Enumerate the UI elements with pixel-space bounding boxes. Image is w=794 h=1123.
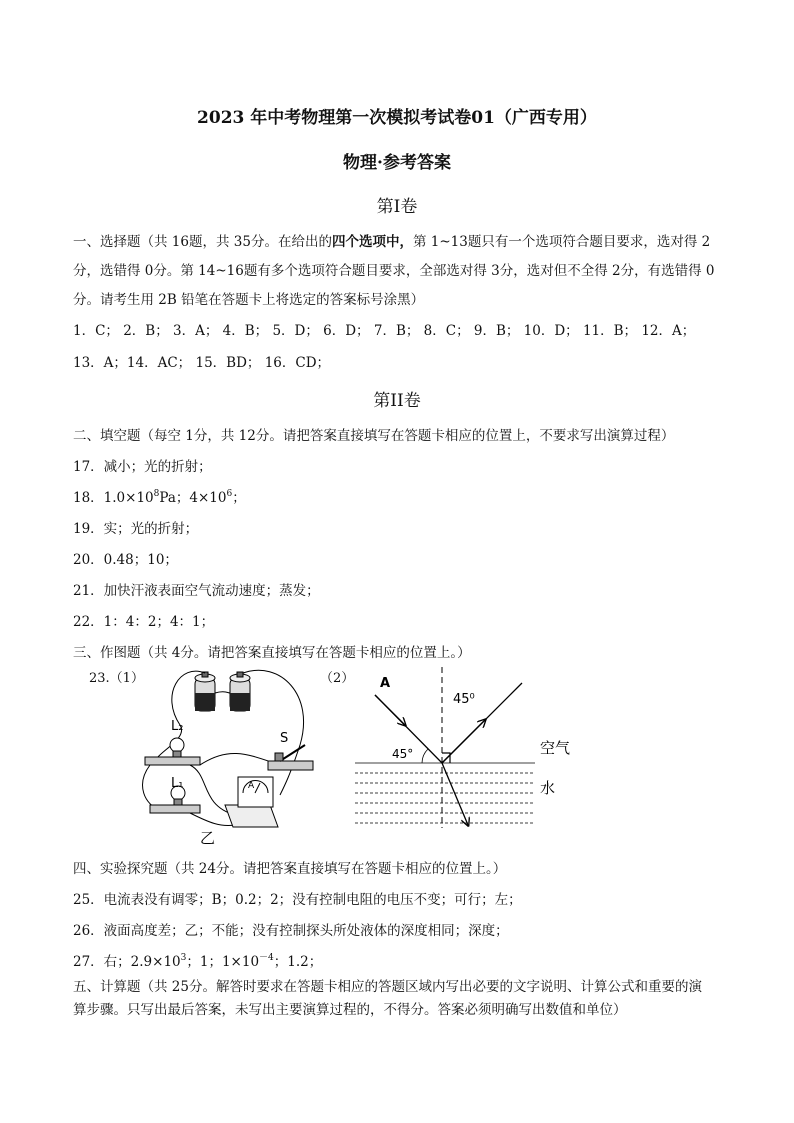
incident-arrow (375, 695, 405, 725)
air-label: 空气 (540, 739, 571, 757)
angle-left-label: 45° (392, 747, 414, 761)
circuit-caption: 乙 (200, 829, 216, 847)
section-3-heading: 三、作图题（共 4分。请把答案直接填写在答题卡相应的位置上。） (73, 645, 471, 661)
page-title: 2023 年中考物理第一次模拟考试卷01（广西专用） (197, 108, 597, 128)
answer-20: 20．0.48；10； (73, 552, 178, 568)
answer-18 (73, 486, 246, 506)
water-label: 水 (540, 779, 556, 797)
answer-26: 26．液面高度差；乙；不能；没有控制探头所处液体的深度相同；深度； (73, 923, 509, 939)
section-1-heading (73, 230, 710, 250)
section-1-answers-2: 13．A；14．AC； 15．BD； 16．CD； (73, 355, 331, 371)
refracted-ray (442, 763, 468, 825)
section-1-heading-suffix: 第 1~13题只有一个选项符合题目要求，选对得 2 (412, 234, 711, 250)
section-2-heading: 二、填空题（每空 1分，共 12分。请把答案直接填写在答题卡相应的位置上，不要求写出演算过程） (73, 428, 675, 444)
answer-27 (73, 950, 322, 970)
circuit-diagram (140, 665, 330, 850)
section-5-heading-line-1: 五、计算题（共 25分。解答时要求在答题卡相应的答题区域内写出必要的文字说明、计算公式和重要的演 (73, 979, 702, 995)
lamp-l1-label: L₁ (171, 776, 184, 791)
section-1-answers-1: 1．C； 2．B； 3．A； 4．B； 5．D； 6．D； 7．B； 8．C； 9．B； 10．D； 11．B； 12．A； (73, 323, 696, 339)
volume-2-heading: 第II卷 (373, 391, 421, 411)
answer-27-suffix: ；1.2； (273, 954, 323, 970)
circuit-wires (143, 670, 304, 825)
answer-17: 17．减小；光的折射； (73, 459, 212, 475)
section-1-heading-bold: 四个选项中， (331, 234, 413, 250)
q23-part2-label: （2） (320, 671, 355, 686)
section-5-heading-line-2: 算步骤。只写出最后答案，未写出主要演算过程的，不得分。答案必须明确写出数值和单位） (73, 1002, 627, 1018)
ray-a-label: A (380, 676, 391, 691)
answer-27-mid: ；1；1×10 (186, 954, 260, 970)
lamp-l2-icon (145, 738, 200, 765)
answer-18-exp2: 6 (226, 489, 233, 499)
section-4-heading: 四、实验探究题（共 24分。请把答案直接填写在答题卡相应的位置上。） (73, 861, 507, 877)
switch-label: S (280, 731, 289, 746)
section-1-line-3: 分。请考生用 2B 铅笔在答题卡上将选定的答案标号涂黑） (73, 292, 425, 308)
answer-18-exp1: 8 (153, 489, 160, 499)
switch-icon (268, 745, 313, 770)
water-surface-lines (355, 763, 535, 823)
reflected-arrow (442, 720, 485, 763)
volume-1-heading: 第Ⅰ卷 (376, 197, 418, 217)
optics-diagram (350, 665, 590, 830)
answer-18-suffix: ； (232, 490, 246, 506)
answer-27-exp2: －4 (259, 953, 274, 963)
angle-top-label: 45⁰ (453, 692, 475, 707)
answer-19: 19．实；光的折射； (73, 521, 199, 537)
page-subtitle: 物理·参考答案 (343, 153, 451, 173)
answer-18-prefix: 18．1.0×10 (73, 490, 154, 506)
answer-18-mid: Pa；4×10 (159, 490, 227, 506)
q23-part1-label: 23.（1） (89, 671, 144, 686)
answer-21: 21．加快汗液表面空气流动速度；蒸发； (73, 583, 320, 599)
section-1-heading-prefix: 一、选择题（共 16题，共 35分。在给出的 (73, 234, 332, 250)
answer-27-prefix: 27．右；2.9×10 (73, 954, 181, 970)
ammeter-label: A (248, 781, 255, 791)
answer-22: 22．1：4：2；4：1； (73, 614, 215, 630)
battery-icon (195, 672, 215, 711)
section-1-line-2: 分，选错得 0分。第 14~16题有多个选项符合题目要求，全部选对得 3分，选对但不全得 2分，有选错得 0 (73, 263, 715, 279)
answer-25: 25．电流表没有调零；B；0.2；2；没有控制电阻的电压不变；可行；左； (73, 892, 522, 908)
battery-icon (230, 672, 250, 711)
answer-27-exp1: 3 (180, 953, 187, 963)
angle-arc (422, 749, 428, 763)
lamp-l2-label: L₂ (171, 719, 184, 734)
